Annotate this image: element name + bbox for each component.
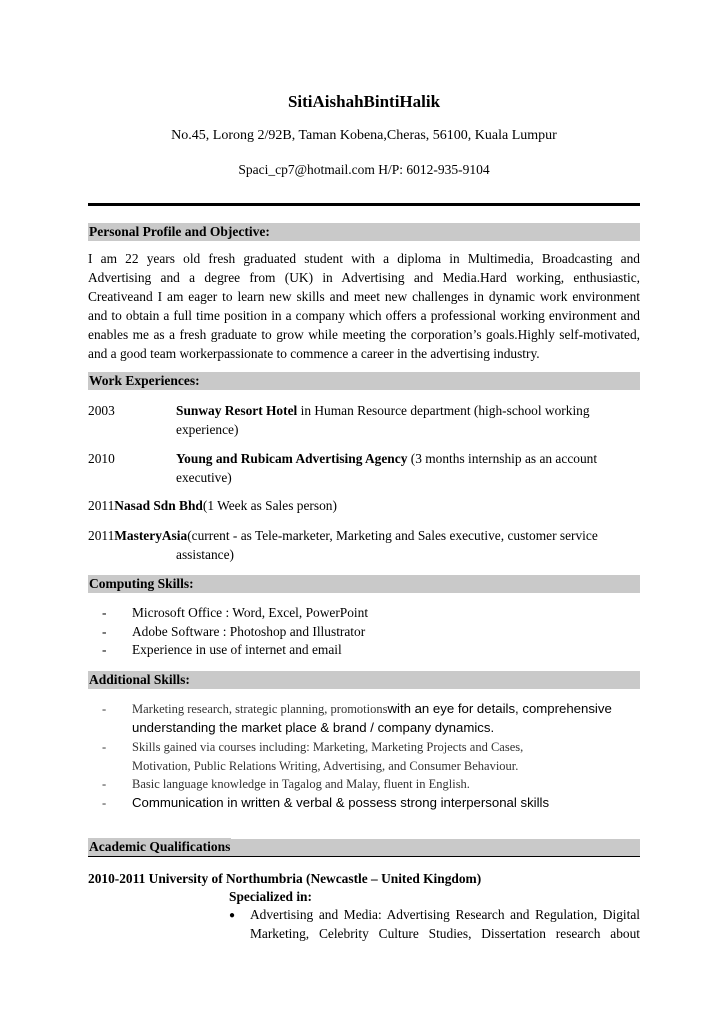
dash-bullet: - (102, 642, 107, 657)
work-description (176, 402, 636, 439)
header-divider (88, 203, 640, 206)
section-heading-academic: Academic Qualifications (89, 839, 231, 854)
skill-text: Marketing research, strategic planning, promotions (132, 702, 388, 716)
skill-text: Motivation, Public Relations Writing, Advertising, and Consumer Behaviour. (132, 758, 519, 773)
list-item (102, 604, 642, 623)
profile-line: I am 22 years old fresh graduated student with a diploma in Multimedia, Broadcasting and (88, 251, 640, 266)
dash-bullet: - (102, 702, 107, 716)
profile-line: and to obtain a full time position in a company which offers a professional working environment and (88, 308, 640, 323)
work-year: 2011 (88, 528, 115, 543)
profile-line: Advertising and a degree from (UK) in Advertising and Media.Hard working, enthusiastic, (88, 270, 640, 285)
section-heading-work: Work Experiences: (88, 372, 640, 390)
dash-bullet: - (102, 623, 107, 639)
candidate-name: SitiAishahBintiHalik (287, 92, 441, 111)
work-company: Young and Rubicam Advertising Agency (176, 451, 408, 466)
profile-line: and a good team workerpassionate to commence a career in the advertising industry. (88, 346, 540, 361)
bullet-dot: ● (229, 910, 236, 921)
work-company: MasteryAsia (114, 528, 188, 543)
work-year: 2011 (88, 498, 115, 513)
section-heading-academic-wrapper (88, 838, 640, 857)
profile-paragraph (88, 249, 640, 363)
academic-specialized (229, 888, 649, 907)
work-company: Nasad Sdn Bhd (114, 498, 203, 513)
list-item (102, 794, 642, 813)
dash-bullet: - (102, 795, 107, 810)
work-detail-cont: assistance) (176, 546, 235, 562)
computing-skills-list (102, 604, 642, 660)
contact-line: Spaci_cp7@hotmail.com H/P: 6012-935-9104 (238, 162, 490, 177)
subject-line: Advertising and Media: Advertising Research and Regulation, Digital (250, 907, 640, 922)
computing-skill: Experience in use of internet and email (132, 642, 342, 657)
list-item (102, 623, 642, 642)
list-item (102, 700, 642, 737)
list-item (102, 641, 642, 660)
computing-skill: Adobe Software : Photoshop and Illustrator (132, 623, 366, 639)
address-line: No.45, Lorong 2/92B, Taman Kobena,Cheras, 56100, Kuala Lumpur (171, 128, 557, 143)
dash-bullet: - (102, 777, 107, 791)
skill-text: understanding the market place & brand / company dynamics. (132, 719, 495, 735)
work-detail: (1 Week as Sales person) (202, 498, 337, 513)
heading-underline (88, 856, 640, 857)
list-item (102, 738, 642, 775)
work-detail: (3 months internship as an account (407, 451, 598, 466)
work-entry (88, 497, 640, 516)
work-detail: in Human Resource department (high-school working (297, 403, 590, 418)
specialized-label: Specialized in: (229, 889, 312, 904)
skill-text: with an eye for details, comprehensive (387, 701, 612, 716)
section-heading-additional: Additional Skills: (88, 671, 640, 689)
profile-line: enables me as a fresh graduate to grow while meeting the corporation’s goals.Highly self-motivated, (88, 327, 640, 342)
heading-fill (229, 839, 640, 856)
academic-subjects (229, 906, 640, 943)
work-entry (88, 527, 640, 564)
section-heading-profile: Personal Profile and Objective: (88, 223, 640, 241)
list-item (102, 775, 642, 794)
subject-line: Marketing, Celebrity Culture Studies, Dissertation research about (250, 925, 640, 941)
dash-bullet: - (102, 605, 107, 620)
section-heading-computing: Computing Skills: (88, 575, 640, 593)
dash-bullet: - (102, 740, 107, 754)
academic-entry (88, 870, 640, 889)
computing-skill: Microsoft Office : Word, Excel, PowerPoint (132, 605, 369, 620)
skill-text: Skills gained via courses including: Marketing, Marketing Projects and Cases, (132, 740, 524, 754)
skill-text: Communication in written & verbal & possess strong interpersonal skills (132, 794, 550, 810)
skill-text: Basic language knowledge in Tagalog and Malay, fluent in English. (132, 777, 470, 791)
work-detail-cont: experience) (176, 421, 239, 437)
additional-skills-list (102, 700, 642, 812)
work-year: 2010 (88, 451, 115, 466)
academic-university: University of Northumbria (Newcastle – United Kingdom) (148, 871, 482, 886)
work-year: 2003 (88, 403, 115, 418)
work-detail-cont: executive) (176, 469, 232, 485)
work-description (176, 450, 636, 487)
profile-line: Creativeand I am eager to learn new skills and meet new challenges in dynamic work environment (88, 289, 640, 304)
work-company: Sunway Resort Hotel (176, 403, 298, 418)
work-detail: (current - as Tele-marketer, Marketing and Sales executive, customer service (187, 528, 598, 543)
academic-years: 2010-2011 (88, 871, 146, 886)
